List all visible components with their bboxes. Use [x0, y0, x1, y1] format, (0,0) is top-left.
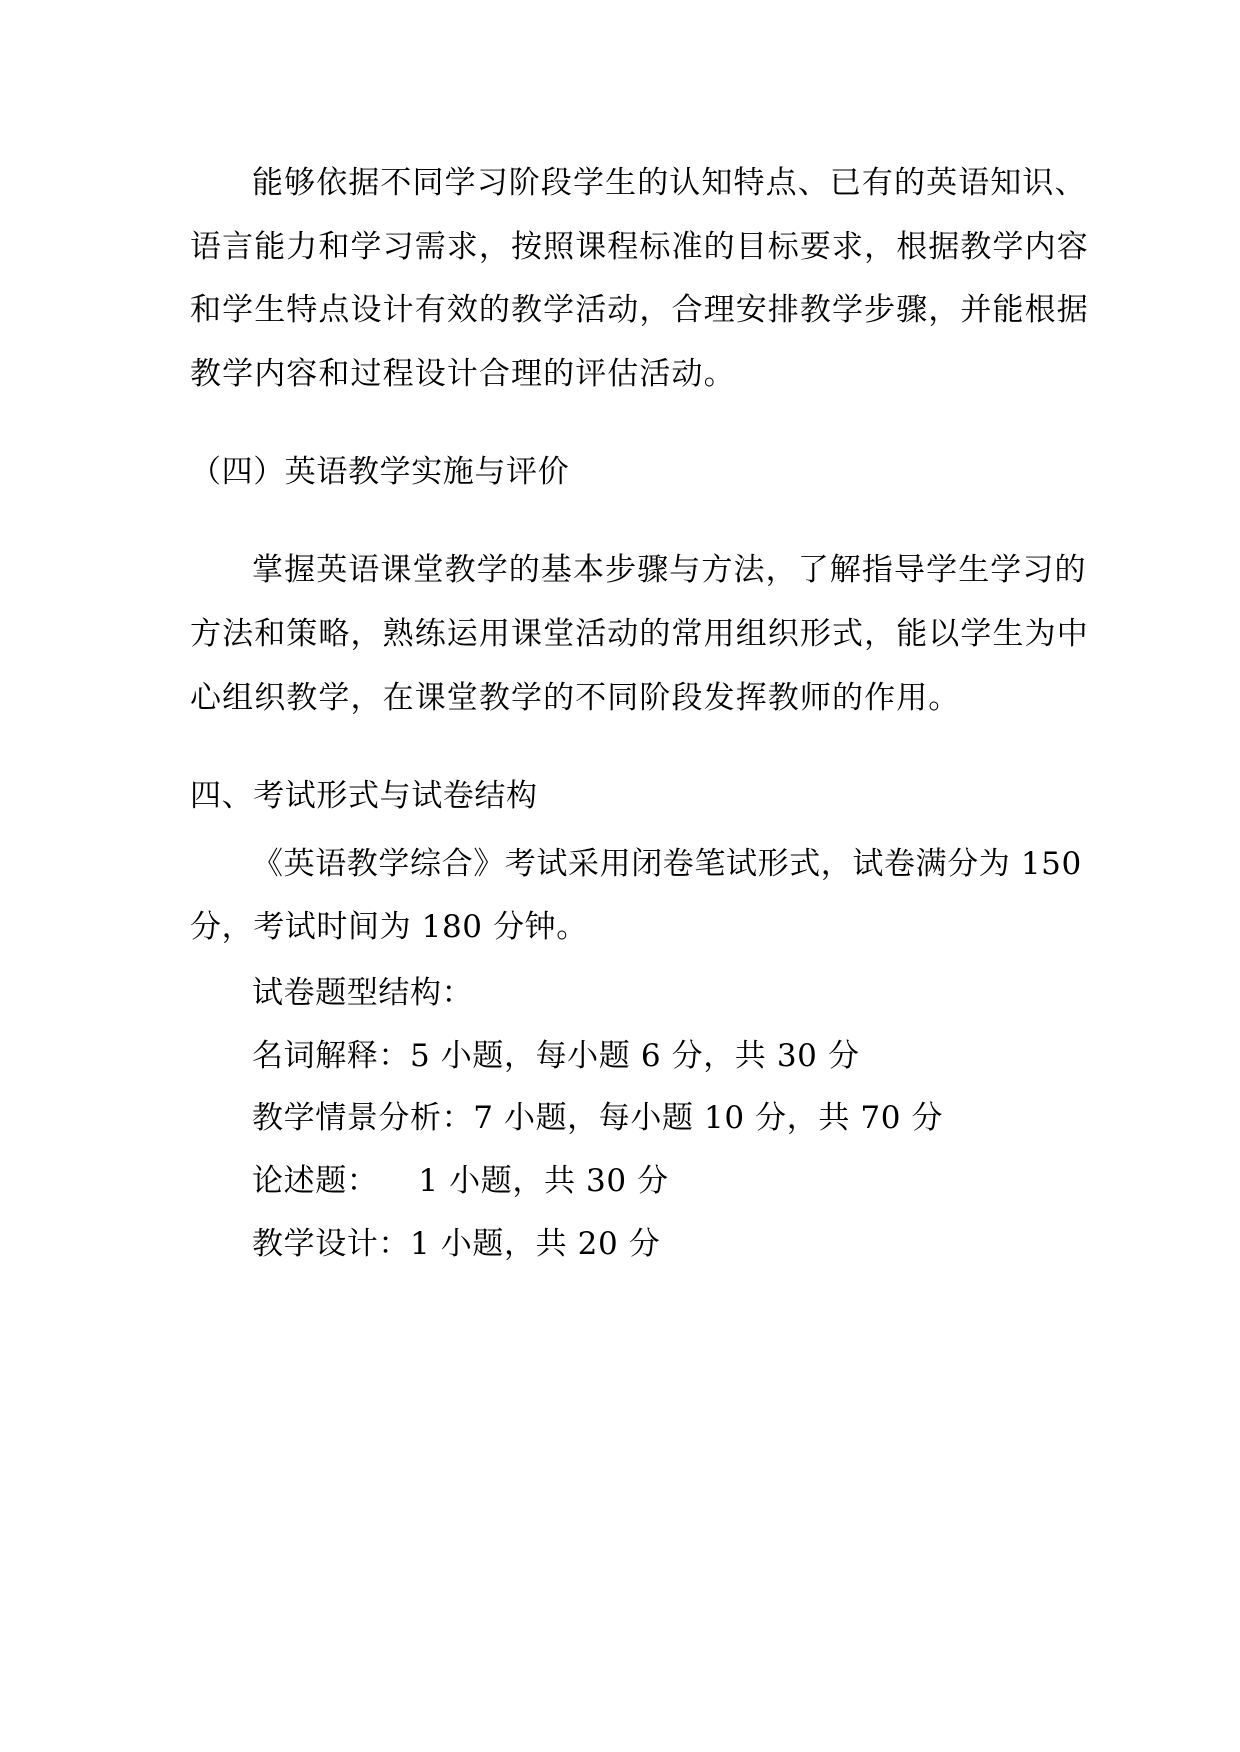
structure-item: [252, 1036, 860, 1076]
paragraph-line: 能够依据不同学习阶段学生的认知特点、已有的英语知识、: [252, 165, 1087, 201]
exam-intro-line: 分，考试时间为 180 分钟。: [190, 909, 588, 945]
item-name: 名词解释：: [252, 1038, 410, 1074]
paragraph-line: 心组织教学，在课堂教学的不同阶段发挥教师的作用。: [190, 680, 961, 716]
item-name: 教学设计：: [252, 1226, 410, 1262]
section-heading: 四、考试形式与试卷结构: [190, 778, 538, 814]
paragraph-line: 方法和策略，熟练运用课堂活动的常用组织形式，能以学生为中: [190, 616, 1089, 652]
structure-item: [252, 1098, 943, 1138]
subsection-heading: （四）英语教学实施与评价: [190, 454, 570, 490]
structure-item: [252, 1224, 660, 1264]
item-name: 论述题：: [252, 1163, 379, 1199]
structure-item: [252, 1161, 669, 1201]
paragraph-line: 语言能力和学习需求，按照课程标准的目标要求，根据教学内容: [190, 229, 1089, 265]
paragraph-line: 和学生特点设计有效的教学活动，合理安排教学步骤，并能根据: [190, 292, 1089, 328]
item-detail: 5 小题，每小题 6 分，共 30 分: [410, 1038, 860, 1074]
item-detail: 7 小题，每小题 10 分，共 70 分: [473, 1100, 944, 1136]
paragraph-line: 掌握英语课堂教学的基本步骤与方法，了解指导学生学习的: [252, 552, 1087, 588]
paragraph-line: 教学内容和过程设计合理的评估活动。: [190, 356, 736, 392]
item-detail: 1 小题，共 30 分: [418, 1163, 669, 1199]
exam-intro-line: 《英语教学综合》考试采用闭卷笔试形式，试卷满分为 150: [252, 846, 1082, 882]
item-name: 教学情景分析：: [252, 1100, 474, 1136]
structure-label: 试卷题型结构：: [252, 975, 474, 1011]
item-detail: 1 小题，共 20 分: [410, 1226, 661, 1262]
